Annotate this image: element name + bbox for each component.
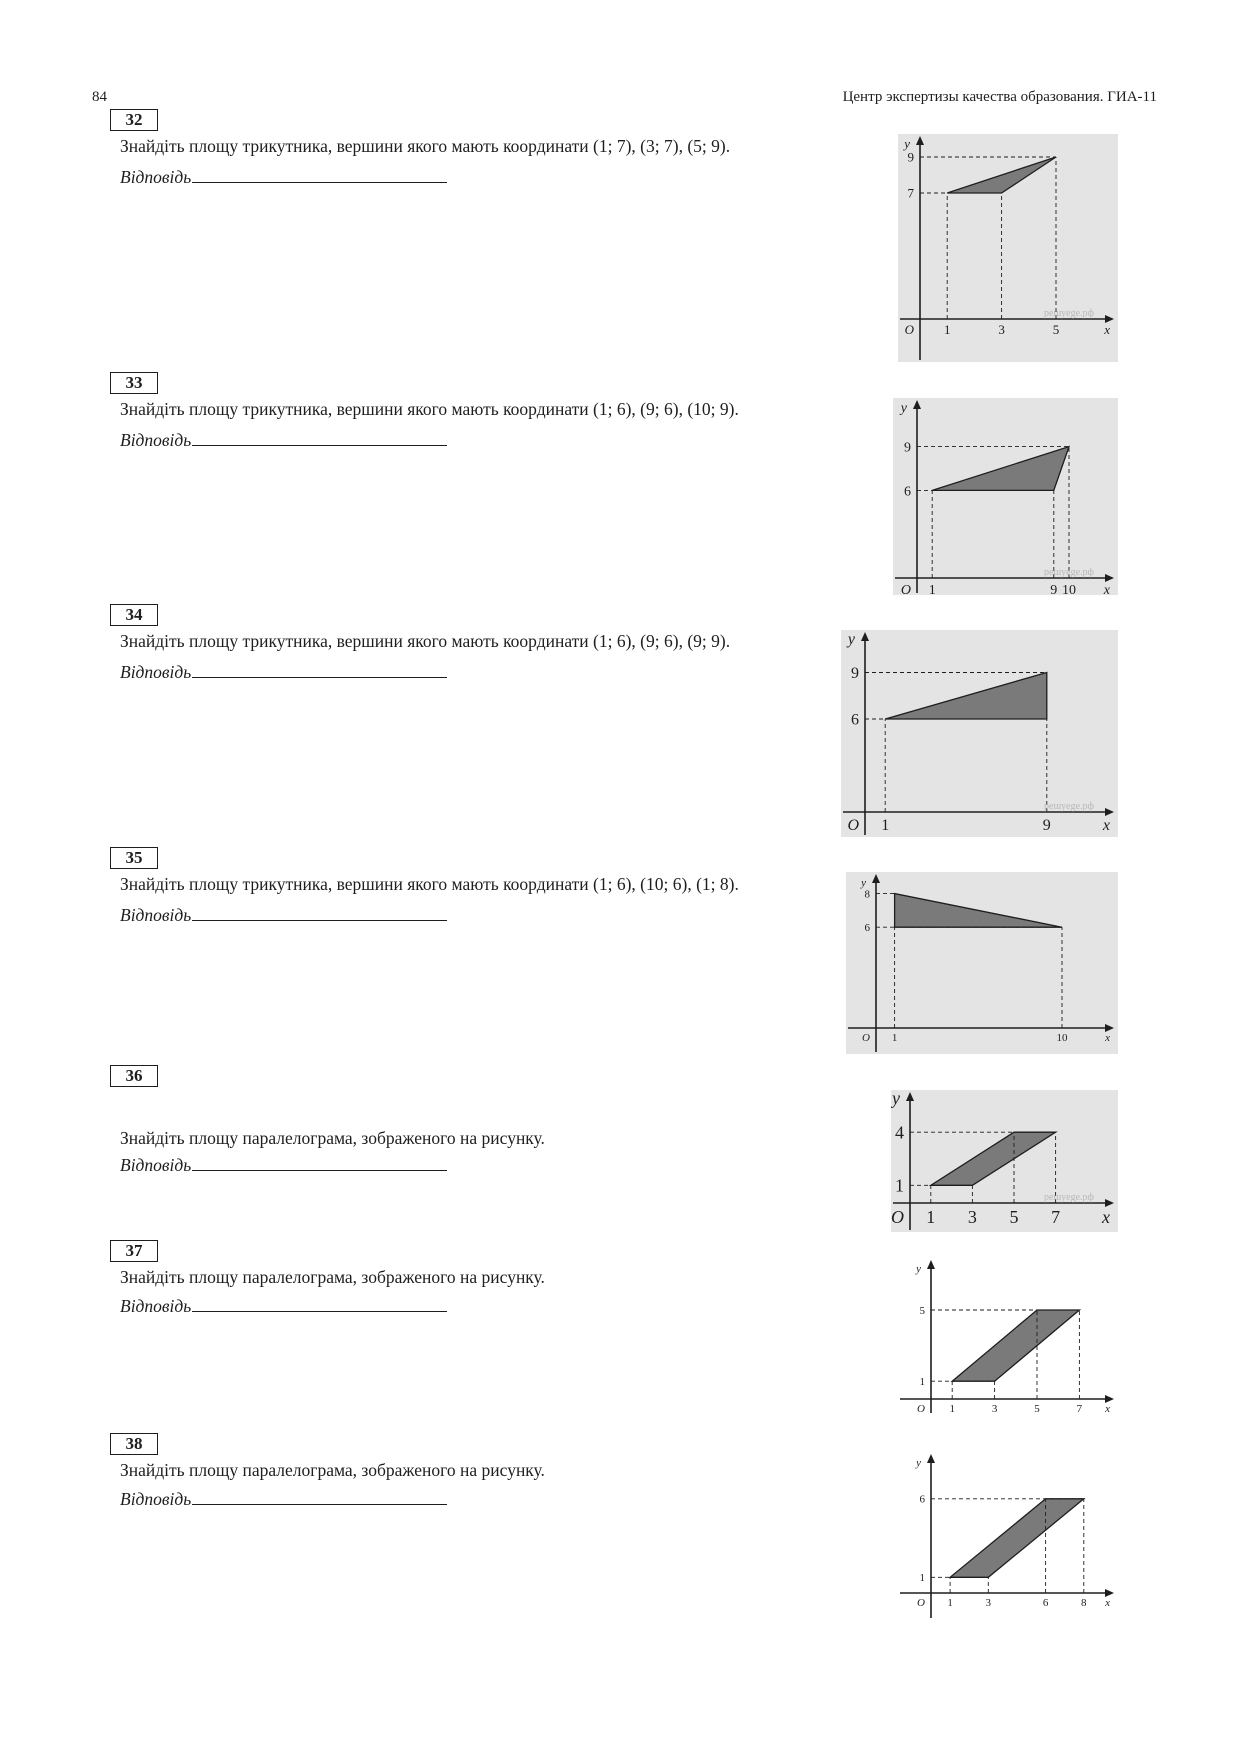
x-axis-arrow (1105, 1395, 1114, 1403)
y-tick-label: 9 (907, 149, 914, 165)
answer-field[interactable] (120, 905, 447, 926)
task-text: Знайдіть площу трикутника, вершини якого мають координати (1; 6), (10; 6), (1; 8). (120, 874, 739, 894)
x-axis-label: x (1103, 583, 1110, 595)
y-axis-label: y (916, 1263, 921, 1275)
task-text: Знайдіть площу трикутника, вершини якого мають координати (1; 7), (3; 7), (5; 9). (120, 136, 731, 156)
x-tick-label: 1 (949, 1403, 955, 1415)
x-tick-label: 1 (943, 322, 951, 337)
x-tick-label: 9 (1042, 817, 1051, 834)
answer-line[interactable] (192, 444, 447, 446)
figure-polygon (950, 1499, 1084, 1578)
x-tick-label: 10 (1056, 1032, 1068, 1044)
watermark: решуege.рф (1044, 801, 1094, 812)
x-tick-label: 3 (998, 322, 1005, 337)
answer-label: Відповідь (120, 1155, 192, 1175)
x-tick-label: 1 (928, 583, 936, 595)
x-axis-label: x (1105, 1032, 1110, 1044)
answer-line[interactable] (192, 1169, 447, 1171)
answer-field[interactable] (120, 430, 447, 451)
answer-line[interactable] (192, 1503, 447, 1505)
x-tick-label: 3 (991, 1403, 998, 1415)
x-tick-label: 3 (967, 1207, 977, 1227)
task-number-box: 33 (110, 372, 158, 394)
y-axis-label: y (861, 877, 866, 889)
x-tick-label: 3 (985, 1597, 992, 1609)
x-tick-label: 1 (926, 1207, 936, 1227)
x-tick-label: 7 (1076, 1403, 1083, 1415)
figure-background (846, 872, 1118, 1054)
answer-field[interactable] (120, 1489, 447, 1510)
y-axis-label: y (847, 631, 855, 648)
y-tick-label: 6 (851, 711, 859, 729)
x-tick-label: 8 (1081, 1597, 1087, 1609)
task-text: Знайдіть площу паралелограма, зображеного на рисунку. (120, 1267, 545, 1287)
x-tick-label: 1 (891, 1032, 898, 1044)
y-tick-label: 9 (851, 665, 859, 683)
y-tick-label: 6 (904, 484, 911, 500)
figure-polygon (952, 1310, 1079, 1381)
answer-label: Відповідь (120, 167, 192, 187)
x-tick-label: 5 (1052, 322, 1060, 337)
answer-label: Відповідь (120, 430, 192, 450)
answer-label: Відповідь (120, 662, 192, 682)
task-text: Знайдіть площу паралелограма, зображеного на рисунку. (120, 1128, 545, 1148)
answer-label: Відповідь (120, 1296, 192, 1316)
task-figure (846, 872, 1118, 1054)
origin-label: O (847, 817, 859, 834)
answer-line[interactable] (192, 1310, 447, 1312)
watermark: решуege.рф (1044, 567, 1094, 578)
y-axis-label: y (900, 401, 907, 416)
y-tick-label: 6 (919, 1493, 925, 1506)
origin-label: O (891, 1207, 904, 1227)
y-tick-label: 8 (864, 888, 870, 901)
task-number-box: 32 (110, 109, 158, 131)
origin-label: O (900, 583, 911, 595)
task-figure (891, 1090, 1118, 1232)
answer-line[interactable] (192, 919, 447, 921)
figure-background (893, 398, 1118, 595)
watermark: решуege.рф (1044, 1192, 1094, 1203)
answer-label: Відповідь (120, 1489, 192, 1509)
answer-field[interactable] (120, 1296, 447, 1317)
task-figure (898, 134, 1118, 362)
task-text: Знайдіть площу паралелограма, зображеного на рисунку. (120, 1460, 545, 1480)
x-tick-label: 1 (947, 1597, 953, 1609)
task-text: Знайдіть площу трикутника, вершини якого мають координати (1; 6), (9; 6), (10; 9). (120, 399, 739, 419)
y-axis-arrow (927, 1260, 935, 1269)
y-tick-label: 4 (895, 1122, 904, 1143)
y-tick-label: 5 (919, 1304, 925, 1317)
task-number-box: 36 (110, 1065, 158, 1087)
task-number-box: 37 (110, 1240, 158, 1262)
origin-label: O (862, 1032, 870, 1044)
x-tick-label: 10 (1062, 583, 1076, 595)
task-figure (898, 1258, 1118, 1415)
y-axis-arrow (927, 1454, 935, 1463)
y-axis-label: y (916, 1457, 921, 1469)
x-tick-label: 1 (881, 817, 890, 834)
task-figure (898, 1452, 1118, 1620)
answer-line[interactable] (192, 676, 447, 678)
task-number-box: 38 (110, 1433, 158, 1455)
x-axis-arrow (1105, 1589, 1114, 1597)
y-tick-label: 9 (904, 440, 911, 456)
x-axis-label: x (1102, 817, 1110, 834)
answer-line[interactable] (192, 181, 447, 183)
origin-label: O (917, 1597, 925, 1609)
x-axis-label: x (1104, 322, 1110, 337)
x-axis-label: x (1105, 1597, 1110, 1609)
task-figure (841, 630, 1118, 837)
x-axis-label: x (1105, 1403, 1110, 1415)
task-text: Знайдіть площу трикутника, вершини якого мають координати (1; 6), (9; 6), (9; 9). (120, 631, 731, 651)
y-tick-label: 1 (919, 1376, 925, 1389)
task-figure (893, 398, 1118, 595)
answer-field[interactable] (120, 167, 447, 188)
y-axis-label: y (904, 136, 910, 151)
origin-label: O (917, 1403, 925, 1415)
x-axis-label: x (1102, 1207, 1110, 1227)
x-tick-label: 5 (1009, 1207, 1019, 1227)
y-tick-label: 1 (919, 1572, 925, 1585)
origin-label: O (904, 322, 914, 337)
task-number-box: 35 (110, 847, 158, 869)
x-tick-label: 7 (1051, 1207, 1061, 1227)
x-tick-label: 5 (1034, 1403, 1040, 1415)
answer-field[interactable] (120, 1155, 447, 1176)
task-number-box: 34 (110, 604, 158, 626)
y-tick-label: 6 (864, 922, 870, 935)
y-tick-label: 1 (895, 1175, 904, 1196)
page-header-title: Центр экспертизы качества образования. ГИА-11 (842, 89, 1157, 105)
answer-field[interactable] (120, 662, 447, 683)
x-tick-label: 9 (1050, 583, 1058, 595)
answer-label: Відповідь (120, 905, 192, 925)
watermark: решуege.рф (1044, 308, 1094, 319)
y-tick-label: 7 (907, 185, 914, 201)
x-tick-label: 6 (1042, 1597, 1049, 1609)
figure-background (898, 134, 1118, 362)
page-number: 84 (92, 89, 107, 105)
y-axis-label: y (892, 1090, 900, 1108)
